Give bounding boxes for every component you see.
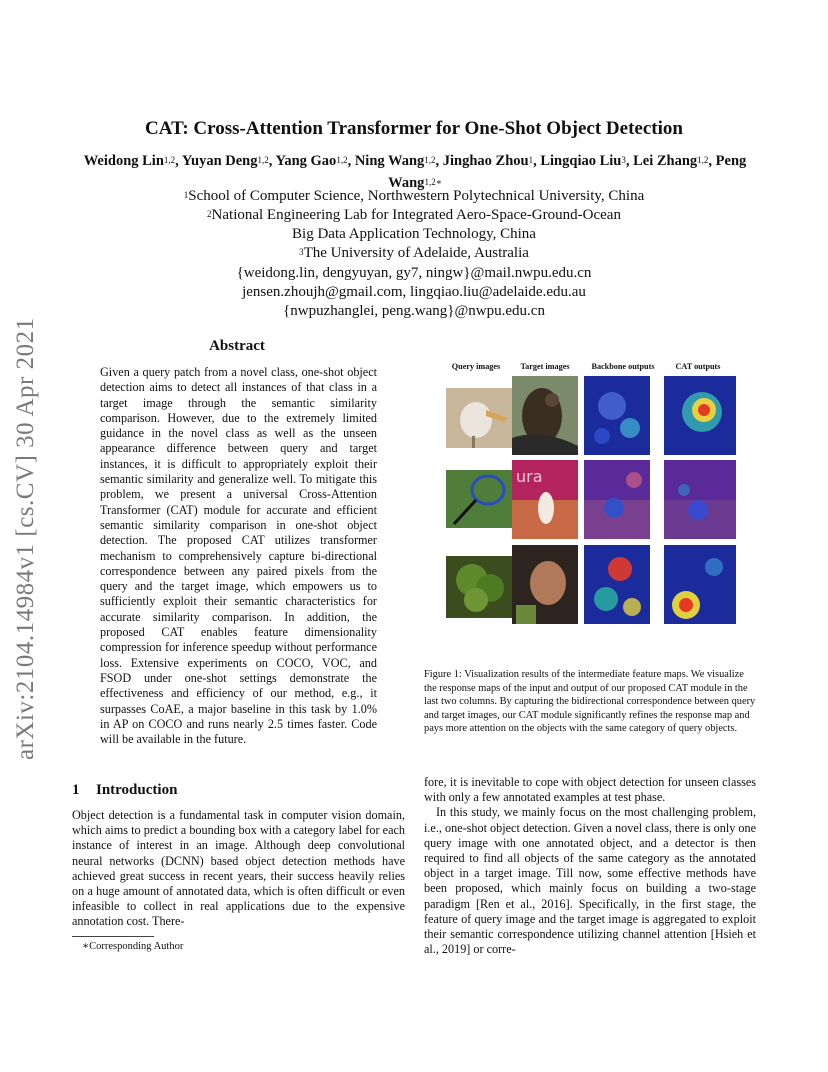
column-header: Backbone outputs [591, 362, 655, 371]
backbone-output-1 [584, 376, 650, 455]
column-header: CAT outputs [675, 362, 721, 371]
backbone-output-2 [584, 460, 650, 539]
abstract-text: Given a query patch from a novel class, one-shot object detection aims to detect all instances of that class in a target image through the semantic similarity comparison. However, due to the extremely limited guidance in the novel class as well as the unseen appearance difference between query and target instances, it is difficult to appropriately exploit their semantic similarity and generalize well. To mitigate this problem, we present a universal Cross-Attention Transformer (CAT) module for accurate and efficient semantic similarity comparison in one-shot object detection. The proposed CAT utilizes transformer mechanism to comprehensively capture bi-directional correspondence between any paired pixels from the query and the target image, which empowers us to sufficiently exploit their semantic characteristics for accurate similarity comparison. In addition, the proposed CAT enables feature dimensionality compression for inference speedup without performance loss. Extensive experiments on COCO, VOC, and FSOD under one-shot settings demonstrate the effectiveness and efficiency of our method, e.g., it surpasses CoAE, a major baseline in this task by 1.0% in AP on COCO and runs nearly 2.5 times faster. Code will be available in the future. [100, 365, 377, 747]
intro-paragraph: fore, it is inevitable to cope with object detection for unseen classes with only a few annotated examples at test phase. [424, 775, 756, 805]
intro-column-right [424, 775, 756, 957]
cat-output-2 [664, 460, 736, 539]
figure-caption: Figure 1: Visualization results of the intermediate feature maps. We visualize the response maps of the input and output of our proposed CAT module in the last two columns. By capturing the bidirectional correspondence between query and target images, our CAT module significantly refines the response map and pays more attention on the objects with the same category of query objects. [424, 669, 756, 735]
footnote-divider [72, 936, 154, 937]
query-image-broccoli [446, 556, 512, 618]
author-name: Lingqiao Liu [540, 153, 622, 169]
abstract-heading: Abstract [209, 338, 265, 354]
target-image-person [512, 545, 578, 624]
paper-title: CAT: Cross-Attention Transformer for One-Shot Object Detection [145, 118, 683, 139]
query-image-tennis [446, 470, 512, 528]
author-name: Weidong Lin [83, 153, 164, 169]
affiliation-2-cont: Big Data Application Technology, China [292, 226, 536, 242]
email-line: jensen.zhoujh@gmail.com, lingqiao.liu@adelaide.edu.au [242, 284, 586, 300]
target-image-tennis [512, 460, 578, 539]
affiliation-3: $^3$The University of Adelaide, Australia [299, 245, 529, 261]
footnote: ∗Corresponding Author [82, 941, 184, 952]
author-name: Lei Zhang [633, 153, 698, 169]
cat-output-1 [664, 376, 736, 455]
query-image-bird [446, 388, 512, 448]
author-name: Peng Wang [388, 153, 747, 191]
cat-output-3 [664, 545, 736, 624]
author-name: Yuyan Deng [181, 153, 258, 169]
author-name: Ning Wang [354, 153, 425, 169]
author-list: Weidong Lin$^{1,2}$, Yuyan Deng$^{1,2}$, Yang Gao$^{1,2}$, Ning Wang$^{1,2}$, Jinghao Zhou$^1$, Lingqiao Liu$^3$, Lei Zhang$^{1,2}$, Peng Wang$^{1,2∗}$ [83, 153, 747, 191]
intro-paragraph: In this study, we mainly focus on the most challenging problem, i.e., one-shot object detection. Given a novel class, there is only one query image with one annotated object, and a detector is then required to find all objects of the same category as the annotated object in a target image. Till now, some effective methods have been proposed, which mainly focus on building a two-stage paradigm [Ren et al., 2016]. Specifically, in the first stage, the feature of query image and the target image is aggregated to exploit their semantic correspondence utilizing channel attention [Hsieh et al., 2019] or corre- [424, 805, 756, 957]
author-name: Jinghao Zhou [442, 153, 529, 169]
target-image-bird [512, 376, 578, 455]
backbone-output-3 [584, 545, 650, 624]
affiliation-1: $^1$School of Computer Science, Northwestern Polytechnical University, China [183, 188, 645, 204]
intro-paragraph-left: Object detection is a fundamental task in computer vision domain, which aims to predict a bounding box with a category label for each instance of interest in an image. Although deep convolutional neural networks (DCNN) based object detection methods have achieved great success in recent years, their success heavily relies on a huge amount of annotated data, which is often difficult or even infeasible to collect in real applications due to the expensive annotation cost. There- [72, 808, 405, 929]
author-name: Yang Gao [275, 153, 337, 169]
arxiv-identifier: arXiv:2104.14984v1 [cs.CV] 30 Apr 2021 [12, 317, 39, 760]
affiliation-2: $^2$National Engineering Lab for Integrated Aero-Space-Ground-Ocean [207, 207, 621, 223]
column-header: Query images [451, 362, 501, 371]
column-header: Target images [520, 362, 570, 371]
email-line: {nwpuzhanglei, peng.wang}@nwpu.edu.cn [283, 303, 545, 319]
section-heading: 1 Introduction [72, 782, 178, 798]
email-line: {weidong.lin, dengyuyan, gy7, ningw}@mail.nwpu.edu.cn [236, 265, 592, 281]
svg-text:ura: ura [516, 467, 543, 486]
